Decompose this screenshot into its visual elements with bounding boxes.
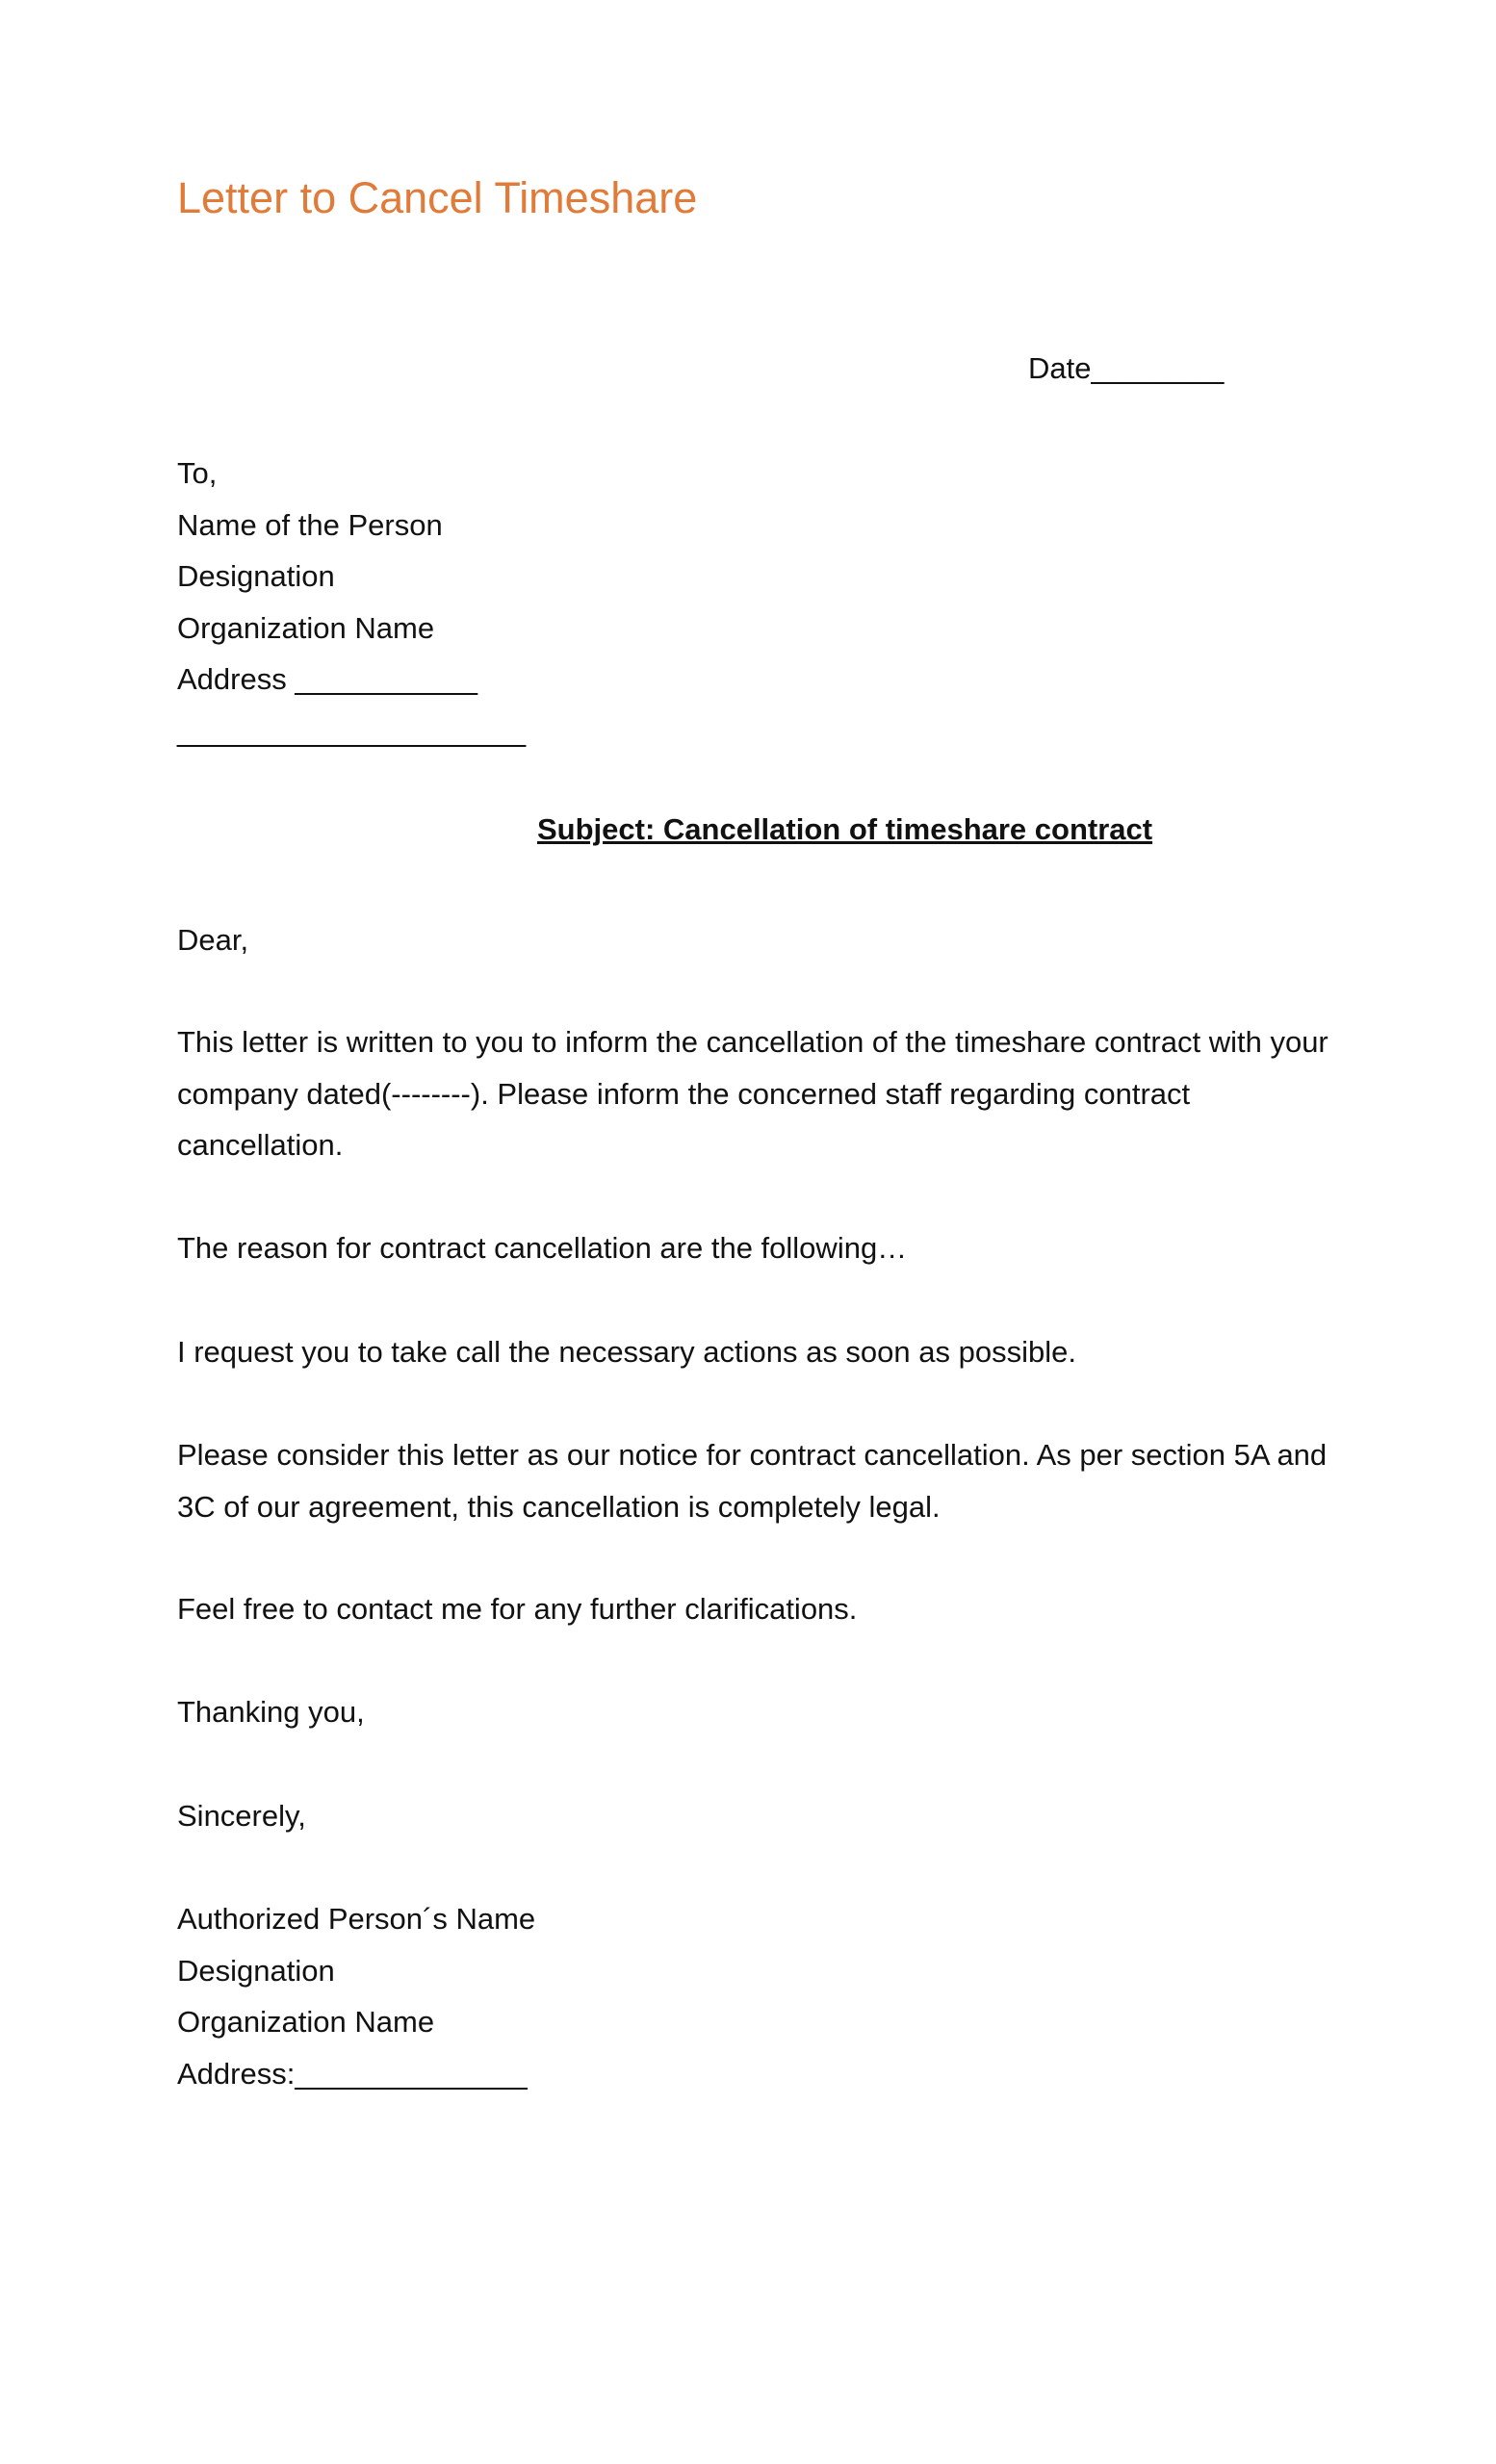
recipient-organization: Organization Name [177, 610, 435, 645]
subject-line: Subject: Cancellation of timeshare contract [537, 812, 1153, 846]
paragraph-line: company dated(--------). Please inform the concerned staff regarding contract [177, 1076, 1191, 1111]
recipient-address-line2: _____________________ [177, 713, 527, 748]
recipient-to: To, [177, 456, 218, 490]
body-paragraph-2: The reason for contract cancellation are the following… [177, 1231, 908, 1265]
body-paragraph-3: I request you to take call the necessary actions as soon as possible. [177, 1335, 1076, 1369]
closing-thanks: Thanking you, [177, 1695, 365, 1729]
date-line: Date________ [1028, 351, 1225, 385]
signature-name: Authorized Person´s Name [177, 1902, 536, 1936]
salutation: Dear, [177, 923, 249, 957]
signature-designation: Designation [177, 1953, 335, 1988]
body-paragraph-5: Feel free to contact me for any further clarifications. [177, 1592, 858, 1626]
paragraph-line: Please consider this letter as our notice for contract cancellation. As per section 5A and [177, 1438, 1328, 1472]
paragraph-line: This letter is written to you to inform the cancellation of the timeshare contract with your [177, 1025, 1328, 1059]
closing-sincerely: Sincerely, [177, 1799, 306, 1833]
recipient-name: Name of the Person [177, 507, 443, 542]
body-paragraph-4 [177, 1429, 1332, 1532]
body-paragraph-1 [177, 1016, 1332, 1171]
signature-block [177, 1893, 1332, 2099]
recipient-block [177, 448, 526, 757]
signature-address: Address:______________ [177, 2056, 528, 2091]
recipient-address: Address ___________ [177, 662, 477, 696]
document-title: Letter to Cancel Timeshare [177, 173, 698, 222]
paragraph-line: 3C of our agreement, this cancellation is completely legal. [177, 1489, 941, 1524]
recipient-designation: Designation [177, 559, 335, 593]
paragraph-line: cancellation. [177, 1128, 344, 1162]
signature-organization: Organization Name [177, 2005, 435, 2039]
